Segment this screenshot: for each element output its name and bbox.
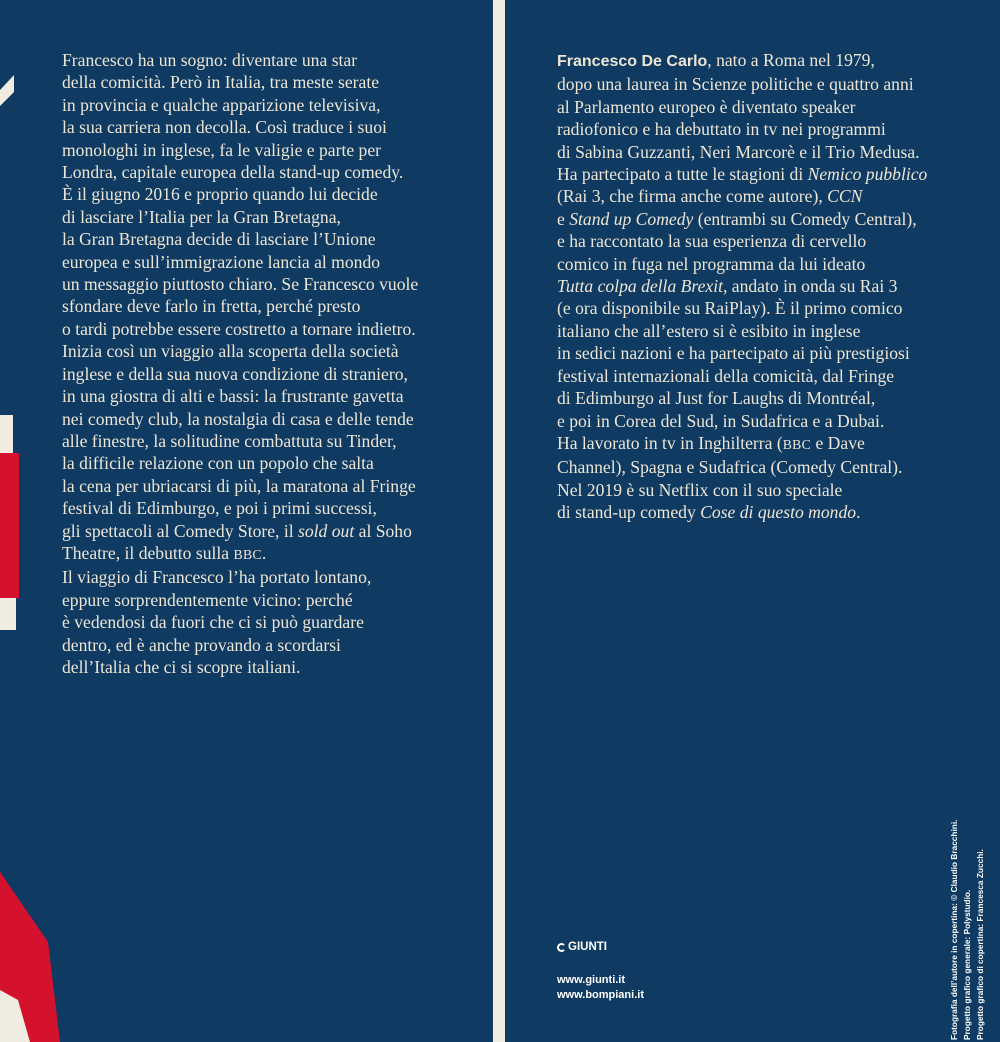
publisher-logo — [557, 941, 607, 953]
synopsis-line: nei comedy club, la nostalgia di casa e delle tende — [62, 408, 414, 429]
bio-line: dopo una laurea in Scienze politiche e quattro anni — [557, 74, 914, 95]
bio-line — [557, 501, 997, 523]
italic-text: Tutta colpa della Brexit — [557, 276, 723, 297]
credit-line: Progetto grafico generale: Polystudio. — [962, 889, 972, 1040]
synopsis-line: della comicità. Però in Italia, tra meste serate — [62, 72, 380, 93]
synopsis-line: festival di Edimburgo, e poi i primi successi, — [62, 498, 377, 519]
synopsis-line — [62, 542, 490, 566]
bio-line — [557, 49, 997, 73]
right-flap — [505, 0, 1000, 1042]
bio-line: e poi in Corea del Sud, in Sudafrica e a Dubai. — [557, 410, 885, 431]
text-run: Theatre, il debutto sulla — [62, 542, 234, 563]
synopsis-line: la difficile relazione con un popolo che salta — [62, 453, 374, 474]
bio-line: Channel), Spagna e Sudafrica (Comedy Central). — [557, 457, 903, 478]
synopsis-text — [62, 49, 490, 678]
bio-line: comico in fuga nel programma da lui ideato — [557, 253, 866, 274]
publisher-urls — [557, 973, 644, 1003]
synopsis-line: in provincia e qualche apparizione televisiva, — [62, 94, 381, 115]
text-run: (entrambi su Comedy Central), — [693, 208, 917, 229]
italic-text: Stand up Comedy — [569, 208, 694, 229]
synopsis-line: la cena per ubriacarsi di più, la maratona al Fringe — [62, 475, 416, 496]
text-run: . — [856, 502, 861, 523]
text-run: e — [557, 208, 570, 229]
text-run: . — [261, 542, 267, 563]
text-run: e Dave — [811, 432, 865, 453]
image-credits — [948, 820, 987, 1040]
bio-line — [557, 275, 997, 297]
left-flap — [0, 0, 493, 1042]
text-run: Ha partecipato a tutte le stagioni di — [557, 164, 808, 185]
synopsis-line: Francesco ha un sogno: diventare una star — [62, 50, 358, 70]
bio-line — [557, 432, 997, 456]
synopsis-line: la sua carriera non decolla. Così traduce i suoi — [62, 117, 387, 138]
synopsis-line: sfondare deve farlo in fretta, perché presto — [62, 296, 361, 317]
synopsis-line: dentro, ed è anche provando a scordarsi — [62, 634, 341, 655]
url-bompiani: www.bompiani.it — [557, 989, 644, 1001]
synopsis-line: È il giugno 2016 e proprio quando lui decide — [62, 184, 378, 205]
bio-line: di Sabina Guzzanti, Neri Marcorè e il Trio Medusa. — [557, 141, 920, 162]
synopsis-line: Il viaggio di Francesco l’ha portato lontano, — [62, 567, 372, 588]
bio-line: di Edimburgo al Just for Laughs di Montréal, — [557, 388, 876, 409]
bio-line: festival internazionali della comicità, dal Fringe — [557, 365, 895, 386]
credit-line: Fotografia dell’autore in copertina: © Claudio Bracchini. — [949, 819, 959, 1040]
synopsis-line: Inizia così un viaggio alla scoperta della società — [62, 341, 399, 362]
synopsis-line: è vedendosi da fuori che ci si può guardare — [62, 612, 364, 633]
bio-line — [557, 185, 997, 207]
italic-text: sold out — [298, 520, 355, 541]
synopsis-line: monologhi in inglese, fa le valigie e parte per — [62, 139, 382, 160]
union-jack-fragment — [0, 0, 60, 1042]
author-bio — [557, 49, 997, 524]
text-run: Ha lavorato in tv in Inghilterra ( — [557, 432, 783, 453]
text-run: , andato in onda su Rai 3 — [722, 276, 898, 297]
bio-line: (e ora disponibile su RaiPlay). È il primo comico — [557, 298, 903, 319]
credit-line: Progetto grafico di copertina: Francesca Zucchi. — [975, 849, 985, 1040]
synopsis-line — [62, 520, 490, 542]
fold-divider — [493, 0, 505, 1042]
bio-line: Nel 2019 è su Netflix con il suo speciale — [557, 479, 843, 500]
synopsis-line: dell’Italia che ci si scopre italiani. — [62, 656, 301, 677]
bio-line: italiano che all’estero si è esibito in inglese — [557, 320, 861, 341]
small-caps-text: BBC — [782, 436, 812, 452]
synopsis-line: la Gran Bretagna decide di lasciare l’Unione — [62, 229, 376, 250]
publisher-logo-text: GIUNTI — [568, 941, 607, 953]
text-run: al Soho — [354, 520, 412, 541]
bio-line: e ha raccontato la sua esperienza di cervello — [557, 231, 867, 252]
synopsis-line: in una giostra di alti e bassi: la frustrante gavetta — [62, 386, 404, 407]
italic-text: Cose di questo mondo — [700, 502, 857, 523]
synopsis-line: europea e sull’immigrazione lancia al mondo — [62, 251, 381, 272]
synopsis-line: o tardi potrebbe essere costretto a tornare indietro. — [62, 318, 416, 339]
text-run: di stand-up comedy — [557, 502, 701, 523]
bio-line — [557, 208, 997, 230]
text-run: , nato a Roma nel 1979, — [707, 50, 875, 70]
bio-line: al Parlamento europeo è diventato speaker — [557, 96, 856, 117]
synopsis-line: di lasciare l’Italia per la Gran Bretagna, — [62, 206, 341, 227]
url-giunti: www.giunti.it — [557, 974, 626, 986]
giunti-logo-icon — [557, 943, 566, 952]
bio-line: in sedici nazioni e ha partecipato ai più prestigiosi — [557, 343, 910, 364]
synopsis-line: Londra, capitale europea della stand-up comedy. — [62, 162, 404, 183]
small-caps-text: BBC — [233, 546, 262, 562]
synopsis-line: un messaggio piuttosto chiaro. Se Francesco vuole — [62, 274, 419, 295]
text-run: gli spettacoli al Comedy Store, il — [62, 520, 299, 541]
text-run: (Rai 3, che firma anche come autore), — [557, 186, 828, 207]
synopsis-line: eppure sorprendentemente vicino: perché — [62, 589, 353, 610]
italic-text: Nemico pubblico — [807, 164, 928, 185]
author-name: Francesco De Carlo — [557, 53, 708, 70]
synopsis-line: alle finestre, la solitudine combattuta su Tinder, — [62, 430, 397, 451]
synopsis-line: inglese e della sua nuova condizione di straniero, — [62, 363, 408, 384]
bio-line: radiofonico e ha debuttato in tv nei programmi — [557, 119, 886, 140]
italic-text: CCN — [827, 186, 863, 207]
bio-line — [557, 163, 997, 185]
